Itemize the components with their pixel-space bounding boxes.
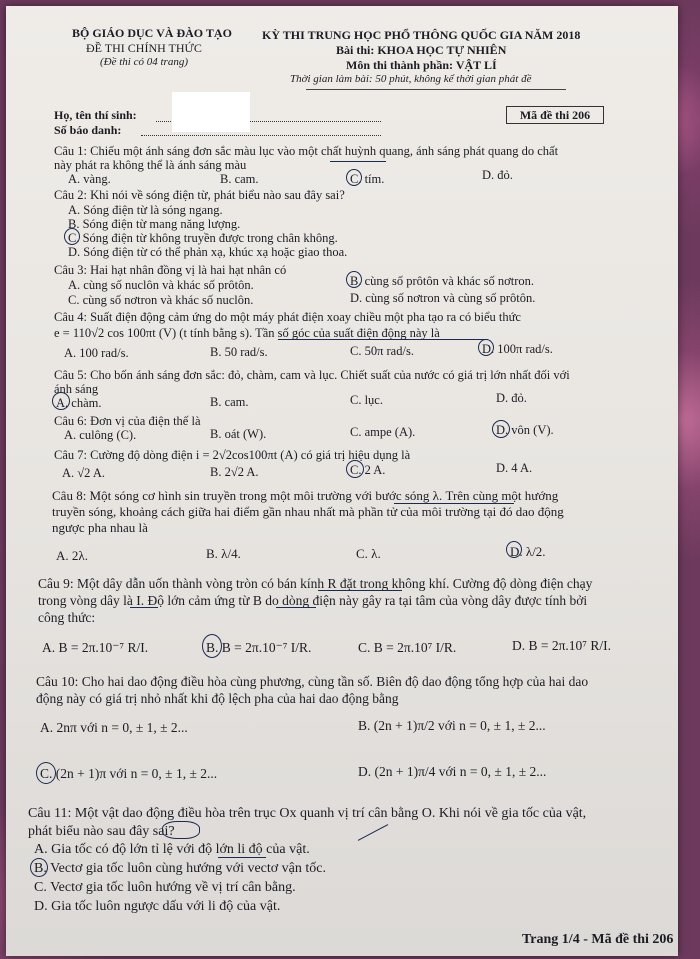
q3-option-d: D. cùng số nơtron và cùng số prôtôn.	[350, 291, 536, 305]
q9-option-a: A. B = 2π.10⁻⁷ R/I.	[42, 640, 149, 655]
q5-stem-2: ánh sáng	[54, 382, 99, 396]
exam-code-box: Mã đề thi 206	[506, 106, 604, 124]
q1-underline	[330, 161, 386, 162]
q3-stem: Câu 3: Hai hạt nhân đồng vị là hai hạt nhân có	[54, 263, 287, 277]
q10-option-c: C. (2n + 1)π với n = 0, ± 1, ± 2...	[40, 766, 218, 781]
q10-option-a: A. 2nπ với n = 0, ± 1, ± 2...	[40, 720, 188, 735]
q9-underline-1	[318, 590, 402, 591]
q8-option-c: C. λ.	[356, 546, 381, 561]
q7-option-d: D. 4 A.	[496, 461, 533, 475]
q6-option-b: B. oát (W).	[210, 427, 267, 441]
q4-stem-1: Câu 4: Suất điện động cảm ứng do một máy phát điện xoay chiều một pha tạo ra có biểu thức	[54, 310, 521, 324]
q2-answer-circle	[64, 228, 80, 245]
q5-option-b: B. cam.	[210, 395, 249, 409]
q5-answer-circle	[52, 392, 70, 410]
exam-sheet	[6, 6, 678, 956]
q9-answer-circle	[202, 634, 222, 658]
subject-group: Bài thi: KHOA HỌC TỰ NHIÊN	[336, 43, 507, 57]
q5-option-a: A. chàm.	[56, 396, 102, 410]
q6-option-a: A. culông (C).	[64, 428, 137, 442]
q4-underline	[278, 339, 488, 340]
q4-answer-circle	[478, 339, 494, 356]
q4-option-b: B. 50 rad/s.	[210, 345, 268, 359]
official-label: ĐỀ THI CHÍNH THỨC	[86, 41, 202, 55]
exam-time: Thời gian làm bài: 50 phút, không kể thời gian phát đề	[290, 73, 532, 85]
q10-stem-2: động này có giá trị nhỏ nhất khi độ lệch pha của hai dao động bằng	[36, 691, 399, 706]
q7-option-b: B. 2√2 A.	[210, 465, 259, 479]
header-rule	[306, 89, 566, 90]
q7-option-c: C. 2 A.	[350, 463, 386, 477]
q11-check-mark	[358, 824, 388, 841]
q10-answer-circle	[36, 762, 56, 784]
page-footer: Trang 1/4 - Mã đề thi 206	[522, 932, 674, 947]
q5-stem-1: Câu 5: Cho bốn ánh sáng đơn sắc: đỏ, chàm, cam và lục. Chiết suất của nước có giá trị lớn nhất đối với	[54, 368, 570, 382]
candidate-id-label: Số báo danh:	[54, 123, 122, 137]
q9-stem-3: công thức:	[38, 610, 96, 625]
q8-option-b: B. λ/4.	[206, 546, 241, 561]
q9-stem-2: trong vòng dây là I. Độ lớn cảm ứng từ B do dòng điện này gây ra tại tâm của vòng dây được tính bởi	[38, 593, 588, 608]
q9-option-c: C. B = 2π.10⁷ I/R.	[358, 640, 457, 655]
q1-answer-circle	[346, 169, 362, 186]
q8-answer-circle	[506, 541, 522, 558]
q4-option-c: C. 50π rad/s.	[350, 344, 414, 358]
q11-underline	[218, 857, 266, 858]
pages-note: (Đề thi có 04 trang)	[100, 56, 188, 68]
q7-answer-circle	[346, 460, 364, 478]
q6-option-c: C. ampe (A).	[350, 425, 416, 439]
q9-underline-3	[276, 607, 316, 608]
q11-stem-1: Câu 11: Một vật dao động điều hòa trên trục Ox quanh vị trí cân bằng O. Khi nói về gia tốc của vật,	[28, 806, 587, 821]
q5-option-d: D. đỏ.	[496, 391, 527, 405]
q11-option-b: B. Vectơ gia tốc luôn cùng hướng với vectơ vận tốc.	[34, 861, 326, 876]
q11-option-c: C. Vectơ gia tốc luôn hướng về vị trí cân bằng.	[34, 880, 296, 895]
q3-option-a: A. cùng số nuclôn và khác số prôtôn.	[68, 278, 254, 292]
q2-option-b: B. Sóng điện từ mang năng lượng.	[68, 217, 241, 231]
q3-answer-circle	[346, 271, 362, 288]
q11-option-a: A. Gia tốc có độ lớn tỉ lệ với độ lớn li độ của vật.	[34, 842, 310, 857]
q4-option-a: A. 100 rad/s.	[64, 346, 129, 360]
q9-option-b: B. B = 2π.10⁻⁷ I/R.	[206, 640, 312, 655]
q10-stem-1: Câu 10: Cho hai dao động điều hòa cùng phương, cùng tần số. Biên độ dao động tổng hợp của hai dao	[36, 674, 589, 689]
q6-stem: Câu 6: Đơn vị của điện thế là	[54, 414, 201, 428]
q2-option-d: D. Sóng điện từ có thể phản xạ, khúc xạ hoặc giao thoa.	[68, 245, 348, 259]
candidate-name-label: Họ, tên thí sinh:	[54, 108, 137, 122]
q9-underline-2	[130, 607, 158, 608]
q11-stem-2: phát biểu nào sau đây sai?	[28, 824, 175, 839]
q10-option-b: B. (2n + 1)π/2 với n = 0, ± 1, ± 2...	[358, 718, 546, 733]
q4-option-d: D. 100π rad/s.	[482, 342, 553, 356]
q3-option-c: C. cùng số nơtron và khác số nuclôn.	[68, 293, 254, 307]
q1-stem-2: này phát ra không thể là ánh sáng màu	[54, 158, 247, 172]
component-subject: Môn thi thành phần: VẬT LÍ	[346, 58, 497, 72]
q1-option-b: B. cam.	[220, 172, 259, 186]
ministry-name: BỘ GIÁO DỤC VÀ ĐÀO TẠO	[72, 26, 232, 40]
q1-option-a: A. vàng.	[68, 172, 111, 186]
q9-stem-1: Câu 9: Một dây dẫn uốn thành vòng tròn có bán kính R đặt trong không khí. Cường độ dòng điện chạy	[38, 576, 593, 591]
q8-stem-3: ngược pha nhau là	[52, 520, 148, 535]
q2-option-a: A. Sóng điện từ là sóng ngang.	[68, 203, 223, 217]
q11-answer-circle	[30, 858, 48, 877]
q1-stem-1: Câu 1: Chiếu một ánh sáng đơn sắc màu lục vào một chất huỳnh quang, ánh sáng phát quang do chất	[54, 144, 559, 158]
q1-option-c: C. tím.	[350, 172, 385, 186]
q8-stem-2: truyền sóng, khoảng cách giữa hai điểm gần nhau nhất mà phần tử của môi trường tại đó dao động	[52, 504, 564, 519]
q8-option-a: A. 2λ.	[56, 548, 88, 563]
q8-stem-1: Câu 8: Một sóng cơ hình sin truyền trong một môi trường với bước sóng λ. Trên cùng một hướng	[52, 488, 559, 503]
q2-option-c: C. Sóng điện từ không truyền được trong chân không.	[68, 231, 338, 245]
q2-stem: Câu 2: Khi nói về sóng điện từ, phát biểu nào sau đây sai?	[54, 188, 345, 202]
exam-title: KỲ THI TRUNG HỌC PHỔ THÔNG QUỐC GIA NĂM 2018	[262, 28, 581, 42]
q11-sai-circle	[162, 821, 200, 839]
q11-option-d: D. Gia tốc luôn ngược dấu với li độ của vật.	[34, 899, 281, 914]
q3-option-b: B. cùng số prôtôn và khác số nơtron.	[350, 274, 535, 288]
id-dotted-line	[141, 134, 381, 136]
q6-option-d: D. vôn (V).	[496, 423, 554, 437]
q7-stem: Câu 7: Cường độ dòng điện i = 2√2cos100πt (A) có giá trị hiệu dụng là	[54, 448, 411, 462]
q1-option-d: D. đỏ.	[482, 168, 513, 182]
redaction-block	[172, 92, 250, 132]
q9-option-d: D. B = 2π.10⁷ R/I.	[512, 638, 612, 653]
q4-stem-2: e = 110√2 cos 100πt (V) (t tính bằng s). Tần số góc của suất điện động này là	[54, 326, 440, 340]
q7-option-a: A. √2 A.	[62, 466, 105, 480]
q6-answer-circle	[492, 420, 510, 438]
q8-option-d: D. λ/2.	[510, 544, 546, 559]
q10-option-d: D. (2n + 1)π/4 với n = 0, ± 1, ± 2...	[358, 764, 547, 779]
q5-option-c: C. lục.	[350, 393, 383, 407]
q8-underline	[394, 503, 514, 504]
